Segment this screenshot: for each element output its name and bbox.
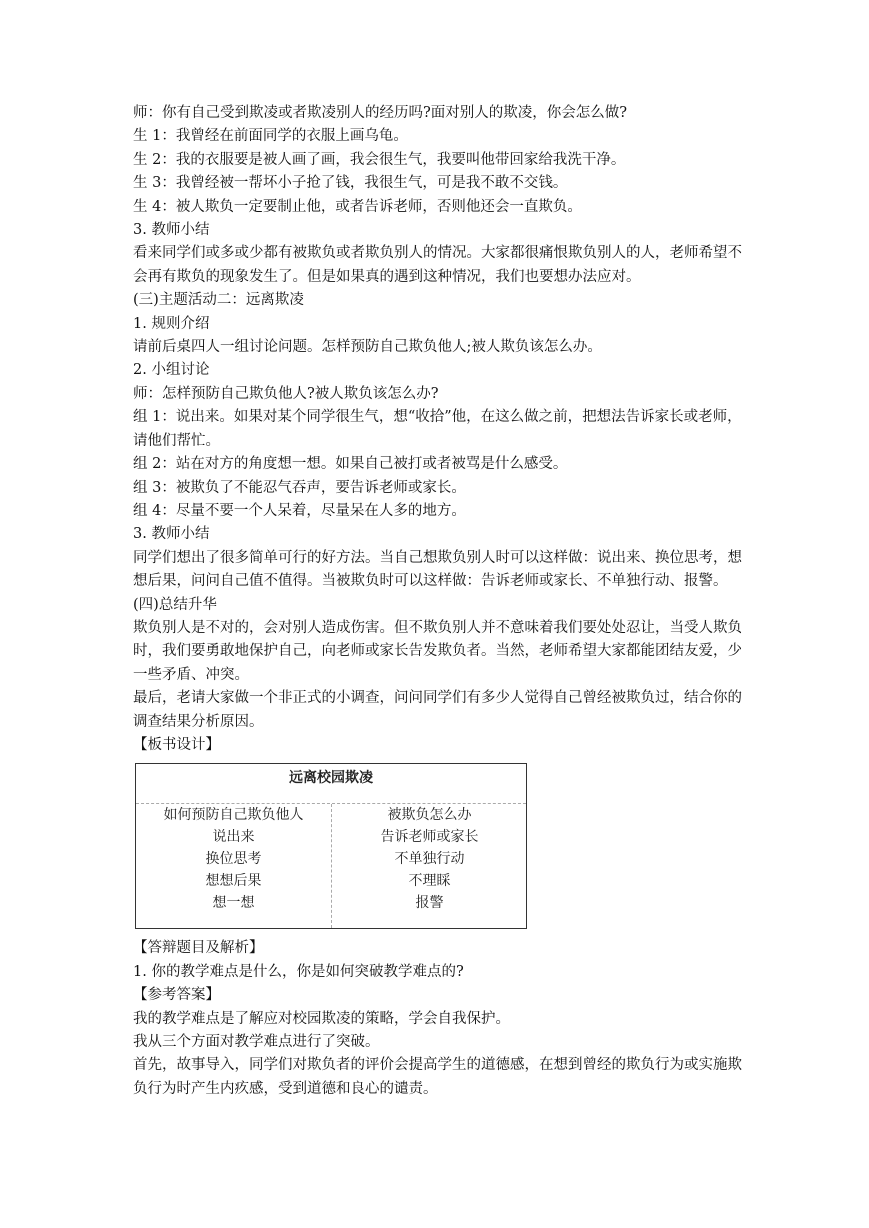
board-left-column <box>136 804 331 914</box>
paragraph: 组 2：站在对方的角度想一想。如果自己被打或者被骂是什么感受。 <box>133 456 568 473</box>
section-heading: 【答辩题目及解析】 <box>133 940 264 957</box>
section-heading: 【参考答案】 <box>133 987 220 1004</box>
board-right-item: 不理睬 <box>408 873 451 890</box>
board-right-column <box>332 804 527 914</box>
board-right-heading: 被欺负怎么办 <box>387 807 472 824</box>
board-right-item: 不单独行动 <box>394 851 465 868</box>
section-heading: (三)主题活动二：远离欺凌 <box>133 292 304 309</box>
paragraph: 欺负别人是不对的，会对别人造成伤害。但不欺负别人并不意味着我们要处处忍让，当受人欺负时，我们要勇敢地保护自己，向老师或家长告发欺负者。当然，老师希望大家都能团结友爱，少一些矛盾、冲突。 <box>133 619 742 683</box>
board-left-item: 想想后果 <box>205 873 262 890</box>
document-body <box>133 102 743 1101</box>
section-heading: 3. 教师小结 <box>133 526 210 543</box>
paragraph: 生 1：我曾经在前面同学的衣服上画乌龟。 <box>133 128 408 145</box>
paragraph: 同学们想出了很多简单可行的好方法。当自己想欺负别人时可以这样做：说出来、换位思考，想想后果，问问自己值不值得。当被欺负时可以这样做：告诉老师或家长、不单独行动、报警。 <box>133 549 742 590</box>
board-left-item: 说出来 <box>212 829 255 846</box>
paragraph: 看来同学们或多或少都有被欺负或者欺负别人的情况。大家都很痛恨欺负别人的人，老师希望不会再有欺负的现象发生了。但是如果真的遇到这种情况，我们也要想办法应对。 <box>133 245 742 285</box>
section-heading: 1. 规则介绍 <box>133 315 210 332</box>
paragraph: 组 1：说出来。如果对某个同学很生气，想“收拾”他，在这么做之前，把想法告诉家长或老师，请他们帮忙。 <box>133 409 742 449</box>
section-heading: 2. 小组讨论 <box>133 362 210 379</box>
board-left-heading: 如何预防自己欺负他人 <box>163 807 304 824</box>
section-heading: (四)总结升华 <box>133 596 217 613</box>
paragraph: 生 2：我的衣服要是被人画了画，我会很生气，我要叫他带回家给我洗干净。 <box>133 151 626 168</box>
board-left-item: 想一想 <box>212 895 255 912</box>
section-heading: 【板书设计】 <box>133 736 220 753</box>
board-right-item: 告诉老师或家长 <box>380 829 479 846</box>
paragraph: 生 3：我曾经被一帮坏小子抢了钱，我很生气，可是我不敢不交钱。 <box>133 175 568 192</box>
paragraph: 我从三个方面对教学难点进行了突破。 <box>133 1034 380 1050</box>
question: 1. 你的教学难点是什么，你是如何突破教学难点的? <box>133 963 464 980</box>
paragraph: 师：怎样预防自己欺负他人?被人欺负该怎么办? <box>133 385 439 402</box>
paragraph: 组 4：尽量不要一个人呆着，尽量呆在人多的地方。 <box>133 502 466 519</box>
board-left-item: 换位思考 <box>205 851 262 868</box>
paragraph: 请前后桌四人一组讨论问题。怎样预防自己欺负他人;被人欺负该怎么办。 <box>133 339 602 356</box>
paragraph: 生 4：被人欺负一定要制止他，或者告诉老师，否则他还会一直欺负。 <box>133 198 582 215</box>
paragraph: 我的教学难点是了解应对校园欺凌的策略，学会自我保护。 <box>133 1010 510 1027</box>
section-heading: 3. 教师小结 <box>133 222 210 239</box>
paragraph: 首先，故事导入，同学们对欺负者的评价会提高学生的道德感，在想到曾经的欺负行为或实施欺负行为时产生内疚感，受到道德和良心的谴责。 <box>133 1057 742 1097</box>
paragraph: 组 3：被欺负了不能忍气吞声，要告诉老师或家长。 <box>133 479 466 496</box>
paragraph: 最后，老请大家做一个非正式的小调查，问问同学们有多少人觉得自己曾经被欺负过，结合你的调查结果分析原因。 <box>133 690 742 730</box>
board-title: 远离校园欺凌 <box>289 770 373 787</box>
paragraph: 师：你有自己受到欺凌或者欺凌别人的经历吗?面对别人的欺凌，你会怎么做? <box>133 105 628 121</box>
board-right-item: 报警 <box>415 895 444 912</box>
board-design-figure <box>135 763 527 929</box>
